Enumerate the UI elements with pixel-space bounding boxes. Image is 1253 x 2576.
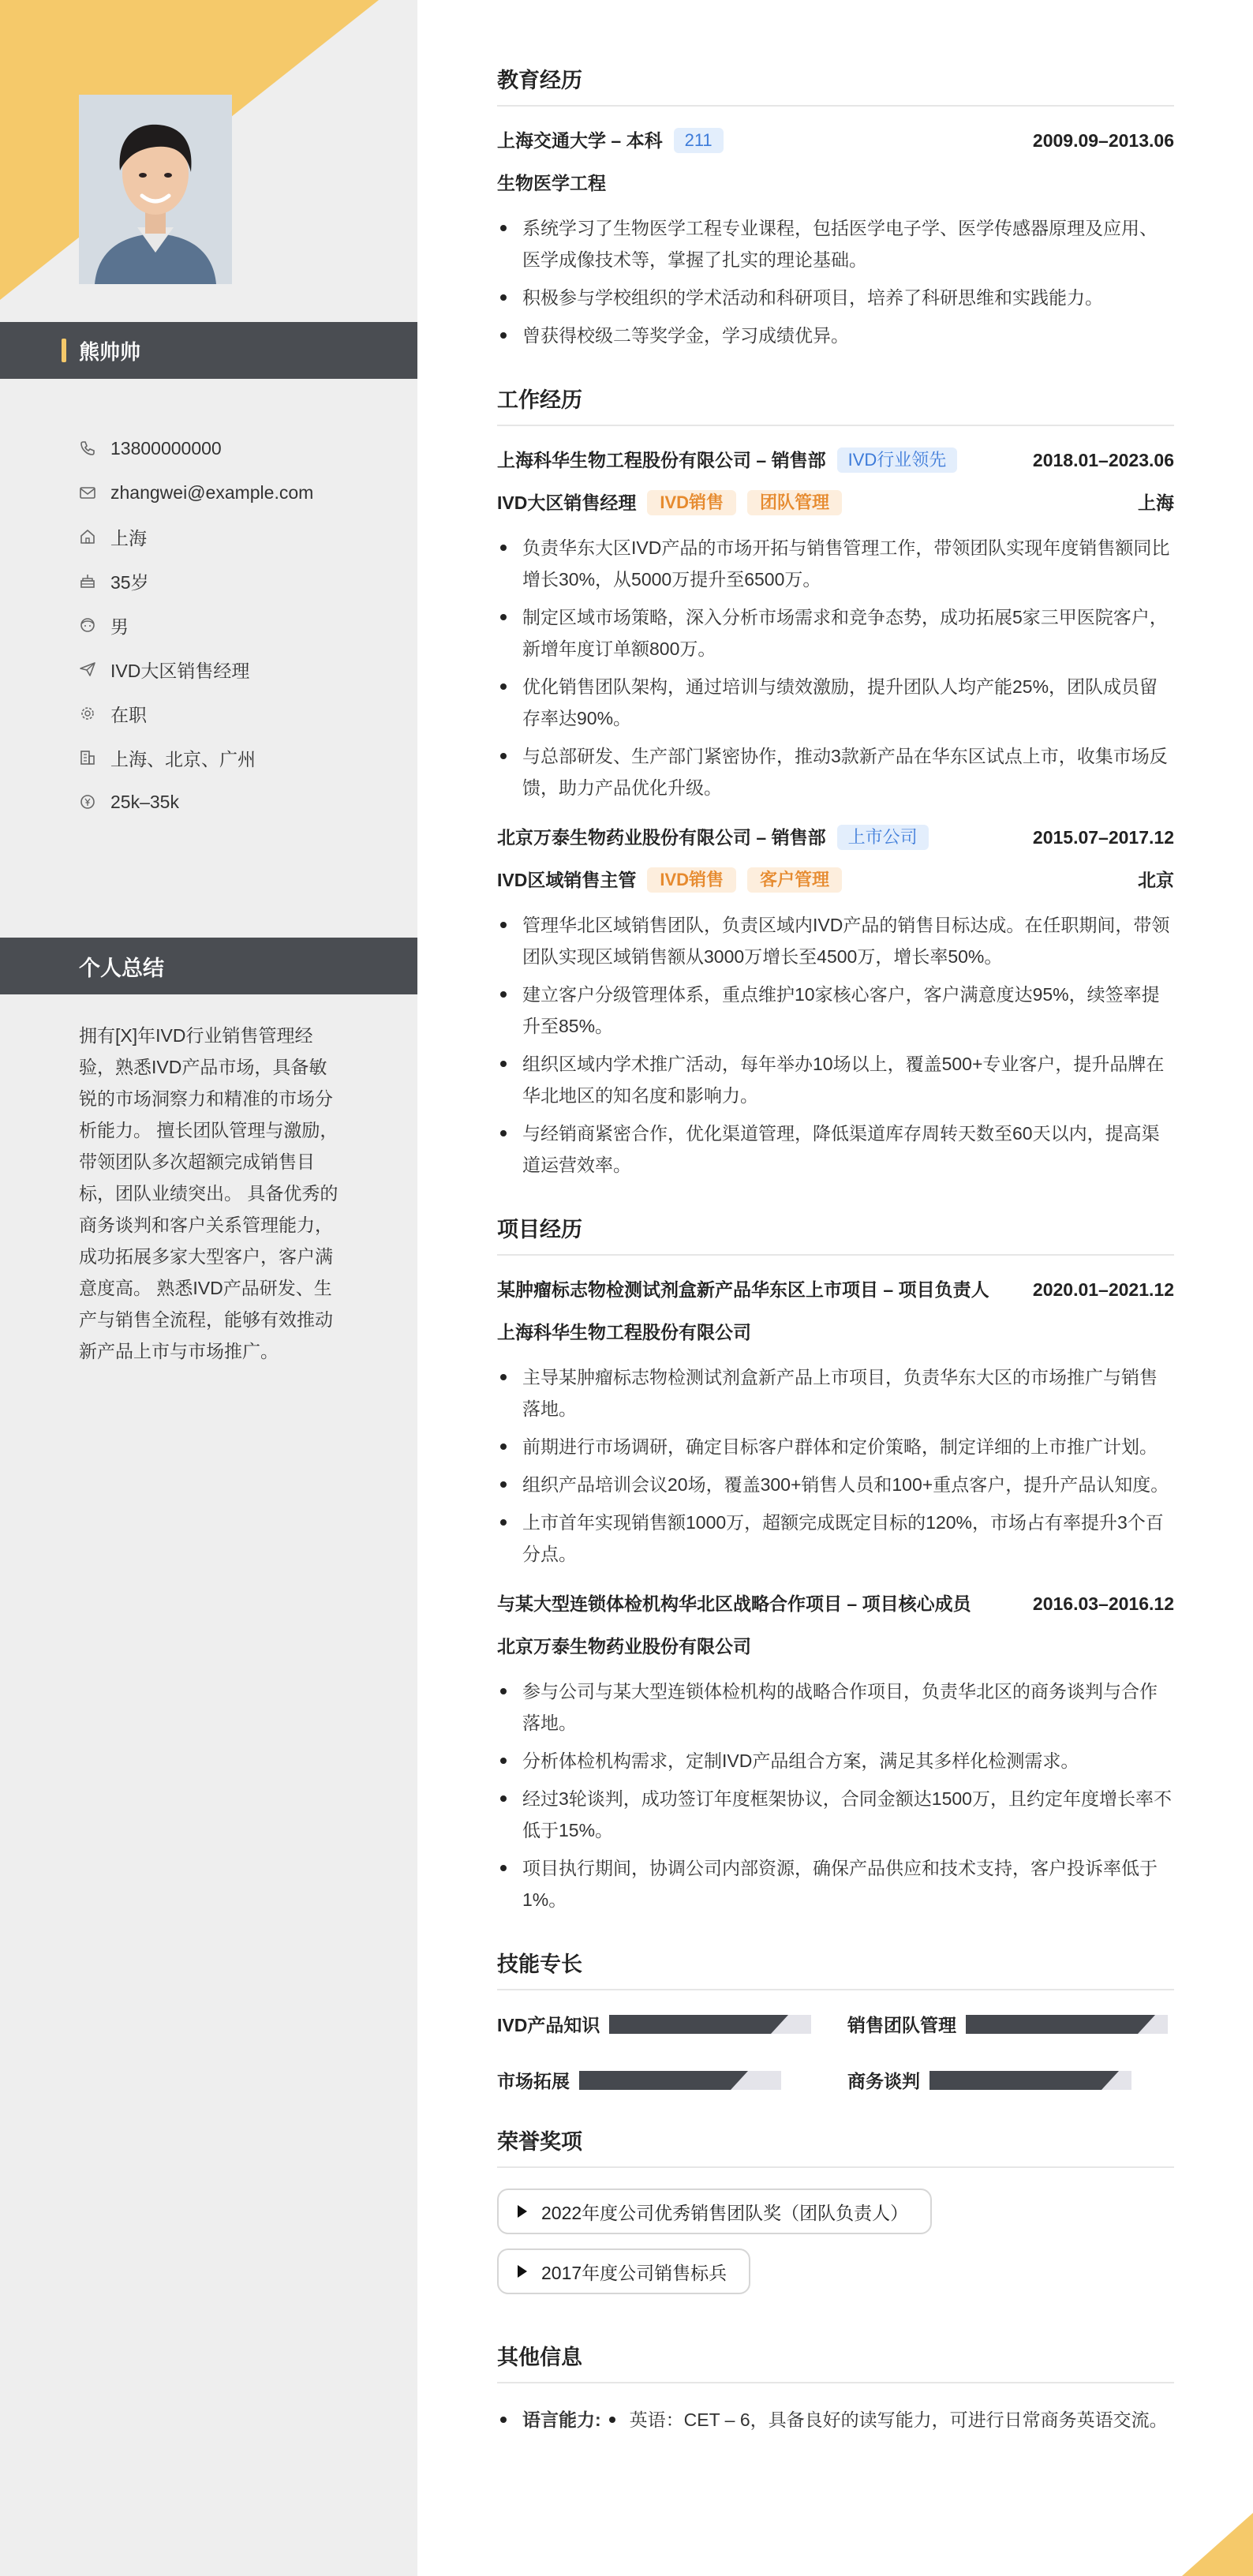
job-company: 上海科华生物工程股份有限公司 – 销售部: [497, 450, 826, 470]
name-bar: [0, 322, 417, 379]
email-icon: [79, 484, 96, 501]
list-item: 与经销商紧密合作，优化渠道管理，降低渠道库存周转天数至60天以内，提高渠道运营效率。: [497, 1118, 1174, 1181]
education-bullets: [497, 212, 1174, 351]
job-company-tag: IVD行业领先: [837, 447, 958, 473]
project-bullets: [497, 1361, 1174, 1570]
skills-grid: [497, 2011, 1174, 2093]
name-accent-mark: [62, 339, 66, 362]
info-phone-text: 13800000000: [110, 437, 222, 459]
list-item: 上市首年实现销售额1000万，超额完成既定目标的120%，市场占有率提升3个百分点。: [497, 1507, 1174, 1570]
summary-bar: [0, 938, 417, 994]
list-item: 项目执行期间，协调公司内部资源，确保产品供应和技术支持，客户投诉率低于1%。: [497, 1852, 1174, 1915]
education-major: 生物医学工程: [497, 173, 606, 193]
skill-item: [497, 2067, 824, 2093]
contact-info-list: [79, 426, 395, 824]
job-head: [497, 447, 1174, 474]
info-phone: [79, 426, 395, 470]
job-head: [497, 824, 1174, 851]
skill-bar-fill: [929, 2071, 1102, 2090]
list-item: 组织区域内学术推广活动，每年举办10场以上，覆盖500+专业客户，提升品牌在华北地区的知名度和影响力。: [497, 1048, 1174, 1111]
honor-badge: [497, 2188, 932, 2234]
info-status-text: 在职: [110, 704, 147, 725]
play-triangle-icon: [516, 2264, 529, 2278]
project-date: 2016.03–2016.12: [1032, 1593, 1174, 1614]
list-item: 管理华北区域销售团队，负责区域内IVD产品的销售目标达成。在任职期间，带领团队实现区域销售额从3000万增长至4500万，增长率50%。: [497, 909, 1174, 972]
info-locations-text: 上海、北京、广州: [110, 748, 256, 769]
job-role-row: [497, 489, 1174, 516]
honors-list: [497, 2188, 1174, 2308]
info-gender: [79, 603, 395, 647]
education-section: [497, 63, 1174, 351]
job-skill-tag: 客户管理: [747, 867, 842, 893]
honor-badge: [497, 2248, 750, 2294]
project-entry: [497, 1590, 1174, 1915]
list-item: 与总部研发、生产部门紧密协作，推动3款新产品在华东区试点上市，收集市场反馈，助力产品优化升级。: [497, 740, 1174, 803]
list-item: 曾获得校级二等奖学金，学习成绩优异。: [497, 320, 1174, 351]
project-date: 2020.01–2021.12: [1032, 1279, 1174, 1300]
list-item: 前期进行市场调研，确定目标客户群体和定价策略，制定详细的上市推广计划。: [497, 1431, 1174, 1462]
language-value: 英语：CET – 6，具备良好的读写能力，可进行日常商务英语交流。: [608, 2404, 1168, 2436]
cake-icon: [79, 572, 96, 590]
job-company-tag: 上市公司: [837, 825, 929, 850]
job-city: 上海: [1138, 492, 1174, 513]
school-name: 上海交通大学 – 本科: [497, 130, 663, 151]
project-org: 上海科华生物工程股份有限公司: [497, 1322, 751, 1342]
job-entry: [497, 824, 1174, 1181]
skill-name: IVD产品知识: [497, 2015, 600, 2035]
projects-section: [497, 1212, 1174, 1915]
skill-bar-fill: [579, 2071, 731, 2090]
info-email-text: zhangwei@example.com: [110, 481, 314, 503]
list-item: 分析体检机构需求，定制IVD产品组合方案，满足其多样化检测需求。: [497, 1745, 1174, 1777]
work-title: 工作经历: [497, 383, 1174, 426]
job-role: IVD大区销售经理: [497, 492, 637, 513]
job-skill-tag: IVD销售: [647, 867, 736, 893]
info-salary: [79, 780, 395, 824]
info-email: [79, 470, 395, 515]
info-city: [79, 515, 395, 559]
avatar: [79, 95, 232, 284]
project-name: 某肿瘤标志物检测试剂盒新产品华东区上市项目 – 项目负责人: [497, 1279, 989, 1300]
project-entry: [497, 1276, 1174, 1570]
info-salary-text: 25k–35k: [110, 791, 179, 812]
job-bullets: [497, 909, 1174, 1181]
education-title: 教育经历: [497, 63, 1174, 107]
info-age: [79, 559, 395, 603]
project-head: [497, 1276, 1174, 1303]
list-item: 优化销售团队架构，通过培训与绩效激励，提升团队人均产能25%，团队成员留存率达90%。: [497, 671, 1174, 734]
skill-bar: [966, 2015, 1168, 2034]
work-section: [497, 383, 1174, 1181]
skill-bar: [929, 2071, 1131, 2090]
list-item: 积极参与学校组织的学术活动和科研项目，培养了科研思维和实践能力。: [497, 282, 1174, 313]
project-name: 与某大型连锁体检机构华北区战略合作项目 – 项目核心成员: [497, 1593, 971, 1614]
job-entry: [497, 447, 1174, 803]
skill-name: 市场拓展: [497, 2071, 570, 2091]
info-position: [79, 647, 395, 691]
sidebar: [0, 0, 417, 2576]
job-bullets: [497, 532, 1174, 803]
education-entry: [497, 127, 1174, 351]
play-triangle-icon: [516, 2204, 529, 2218]
job-city: 北京: [1138, 870, 1174, 890]
send-icon: [79, 661, 96, 678]
language-row: [497, 2404, 1174, 2436]
honors-title: 荣誉奖项: [497, 2125, 1174, 2168]
project-head: [497, 1590, 1174, 1617]
other-section: [497, 2340, 1174, 2436]
job-date: 2018.01–2023.06: [1032, 450, 1174, 470]
education-date: 2009.09–2013.06: [1032, 130, 1174, 151]
project-bullets: [497, 1676, 1174, 1915]
other-title: 其他信息: [497, 2340, 1174, 2383]
skill-bar-fill: [609, 2015, 771, 2034]
status-icon: [79, 705, 96, 722]
list-item: 参与公司与某大型连锁体检机构的战略合作项目，负责华北区的商务谈判与合作落地。: [497, 1676, 1174, 1739]
projects-title: 项目经历: [497, 1212, 1174, 1256]
skill-item: [497, 2011, 824, 2037]
home-icon: [79, 528, 96, 545]
education-major-row: [497, 170, 1174, 197]
building-icon: [79, 749, 96, 766]
list-item: 建立客户分级管理体系，重点维护10家核心客户，客户满意度达95%，续签率提升至85%。: [497, 979, 1174, 1042]
list-item: 主导某肿瘤标志物检测试剂盒新产品上市项目，负责华东大区的市场推广与销售落地。: [497, 1361, 1174, 1425]
honor-text: 2022年度公司优秀销售团队奖（团队负责人）: [541, 2202, 909, 2223]
skill-item: [847, 2067, 1174, 2093]
job-role: IVD区域销售主管: [497, 870, 637, 890]
info-locations: [79, 736, 395, 780]
skill-name: 销售团队管理: [847, 2015, 956, 2035]
honors-section: [497, 2125, 1174, 2308]
avatar-photo-icon: [79, 95, 232, 284]
honor-text: 2017年度公司销售标兵: [541, 2262, 727, 2283]
profile-name: 熊帅帅: [79, 339, 141, 364]
summary-text: 拥有[X]年IVD行业销售管理经验，熟悉IVD产品市场，具备敏锐的市场洞察力和精准的市场分析能力。 擅长团队管理与激励，带领团队多次超额完成销售目标，团队业绩突出。 具备优秀的商务谈判和客户关系管理能力，成功拓展多家大型客户，客户满意度高。 熟悉IVD产品研发、生产与销售全流程，能够有效推动新产品上市与市场推广。: [79, 1025, 338, 1361]
main-content: [497, 63, 1174, 2467]
list-item: 系统学习了生物医学工程专业课程，包括医学电子学、医学传感器原理及应用、医学成像技术等，掌握了扎实的理论基础。: [497, 212, 1174, 275]
job-company: 北京万泰生物药业股份有限公司 – 销售部: [497, 827, 826, 848]
info-gender-text: 男: [110, 616, 129, 637]
skill-bar: [609, 2015, 811, 2034]
school-tag: 211: [674, 128, 724, 153]
skill-item: [847, 2011, 1174, 2037]
list-item: 经过3轮谈判，成功签订年度框架协议，合同金额达1500万，且约定年度增长率不低于15%。: [497, 1783, 1174, 1846]
info-position-text: IVD大区销售经理: [110, 660, 250, 681]
skills-title: 技能专长: [497, 1947, 1174, 1990]
project-org-row: [497, 1319, 1174, 1346]
project-org-row: [497, 1633, 1174, 1660]
gender-icon: [79, 616, 96, 634]
language-label: 语言能力:: [497, 2404, 601, 2436]
job-skill-tag: IVD销售: [647, 490, 736, 515]
list-item: 组织产品培训会议20场，覆盖300+销售人员和100+重点客户，提升产品认知度。: [497, 1469, 1174, 1500]
info-city-text: 上海: [110, 527, 147, 549]
summary-title: 个人总结: [79, 956, 164, 980]
skill-name: 商务谈判: [847, 2071, 920, 2091]
info-age-text: 35岁: [110, 571, 149, 593]
info-status: [79, 691, 395, 736]
list-item: 制定区域市场策略，深入分析市场需求和竞争态势，成功拓展5家三甲医院客户，新增年度订单额800万。: [497, 601, 1174, 665]
phone-icon: [79, 440, 96, 457]
skills-section: [497, 1947, 1174, 2093]
project-org: 北京万泰生物药业股份有限公司: [497, 1636, 751, 1657]
job-skill-tag: 团队管理: [747, 490, 842, 515]
money-icon: [79, 793, 96, 811]
list-item: 负责华东大区IVD产品的市场开拓与销售管理工作，带领团队实现年度销售额同比增长30%，从5000万提升至6500万。: [497, 532, 1174, 595]
skill-bar-fill: [966, 2015, 1138, 2034]
job-date: 2015.07–2017.12: [1032, 827, 1174, 848]
job-role-row: [497, 867, 1174, 893]
skill-bar: [579, 2071, 781, 2090]
decorative-corner-bottom: [1182, 2513, 1253, 2576]
education-head: [497, 127, 1174, 154]
